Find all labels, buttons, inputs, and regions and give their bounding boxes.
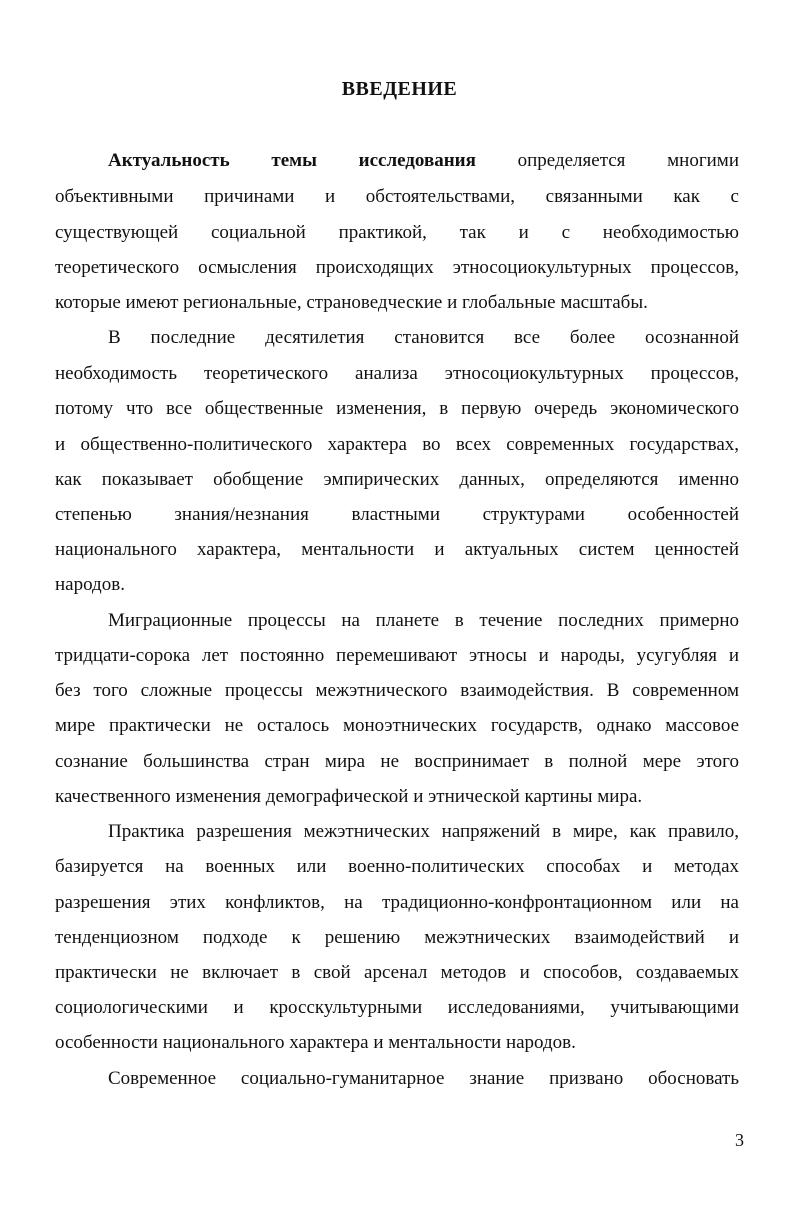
text-line: существующей социальной практикой, так и с необходимостью [55, 222, 739, 243]
text-line: потому что все общественные изменения, в первую очередь экономического [55, 398, 739, 419]
text-line: Миграционные процессы на планете в течение последних примерно [108, 610, 739, 631]
text-line: мире практически не осталось моноэтнических государств, однако массовое [55, 715, 739, 736]
text-line: В последние десятилетия становится все более осознанной [108, 327, 739, 348]
text-line: необходимость теоретического анализа этносоциокультурных процессов, [55, 363, 739, 384]
text-line: социологическими и кросскультурными исследованиями, учитывающими [55, 997, 739, 1018]
bold-phrase: Актуальность темы исследования [108, 150, 476, 171]
text-line: разрешения этих конфликтов, на традиционно-конфронтационном или на [55, 892, 739, 913]
text-line: как показывает обобщение эмпирических данных, определяются именно [55, 469, 739, 490]
text-line: которые имеют региональные, страноведческие и глобальные масштабы. [55, 292, 648, 313]
text-line: национального характера, ментальности и актуальных систем ценностей [55, 539, 739, 560]
text-line: теоретического осмысления происходящих этносоциокультурных процессов, [55, 257, 739, 278]
text-line: сознание большинства стран мира не воспринимает в полной мере этого [55, 751, 739, 772]
text-line: объективными причинами и обстоятельствами, связанными как с [55, 186, 739, 207]
text-line: практически не включает в свой арсенал методов и способов, создаваемых [55, 962, 739, 983]
text-line: и общественно-политического характера во всех современных государствах, [55, 434, 739, 455]
text-line: качественного изменения демографической и этнической картины мира. [55, 786, 643, 807]
text-line: тенденциозном подходе к решению межэтнических взаимодействий и [55, 927, 739, 948]
text-line: без того сложные процессы межэтнического взаимодействия. В современном [55, 680, 739, 701]
text-line: особенности национального характера и ментальности народов. [55, 1032, 576, 1053]
text-line: Практика разрешения межэтнических напряжений в мире, как правило, [108, 821, 739, 842]
text-line: степенью знания/незнания властными структурами особенностей [55, 504, 739, 525]
page-number: 3 [735, 1130, 744, 1150]
page-title: ВВЕДЕНИЕ [341, 78, 458, 100]
text-line: народов. [55, 574, 125, 595]
text-line: Актуальность темы исследования определяется многими [108, 150, 739, 171]
text-line: базируется на военных или военно-политических способах и методах [55, 856, 739, 877]
text-line: тридцати-сорока лет постоянно перемешивают этносы и народы, усугубляя и [55, 645, 739, 666]
text-line: Современное социально-гуманитарное знание призвано обосновать [108, 1068, 739, 1089]
